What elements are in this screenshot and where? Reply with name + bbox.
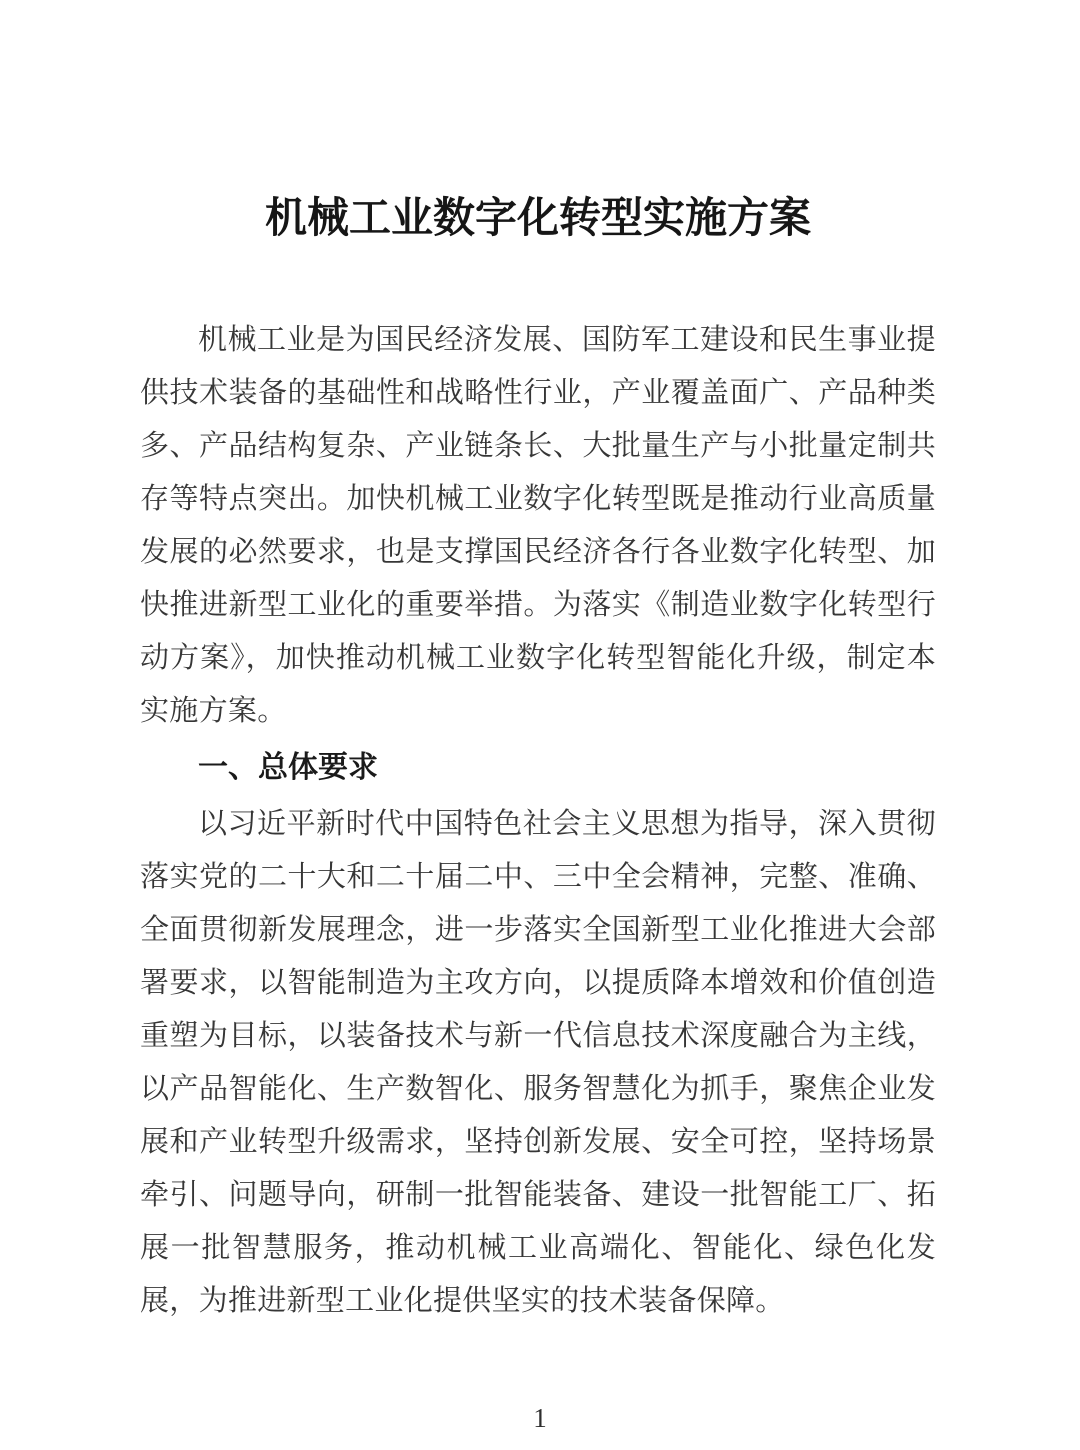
document-title: 机械工业数字化转型实施方案 [264,196,811,242]
section1-paragraph: 以习近平新时代中国特色社会主义思想为指导，深入贯彻落实党的二十大和二十届二中、三中全会精神，完整、准确、全面贯彻新发展理念，进一步落实全国新型工业化推进大会部署要求，以智能制造为主攻方向，以提质降本增效和价值创造重塑为目标，以装备技术与新一代信息技术深度融合为主线，以产品智能化、生产数智化、服务智慧化为抓手，聚焦企业发展和产业转型升级需求，坚持创新发展、安全可控，坚持场景牵引、问题导向，研制一批智能装备、建设一批智能工厂、拓展一批智慧服务，推动机械工业高端化、智能化、绿色化发展，为推进新型工业化提供坚实的技术装备保障。 [140,808,936,1317]
page-number: 1 [533,1403,547,1433]
intro-paragraph: 机械工业是为国民经济发展、国防军工建设和民生事业提供技术装备的基础性和战略性行业，产业覆盖面广、产品种类多、产品结构复杂、产业链条长、大批量生产与小批量定制共存等特点突出。加快机械工业数字化转型既是推动行业高质量发展的必然要求，也是支撑国民经济各行各业数字化转型、加快推进新型工业化的重要举措。为落实《制造业数字化转型行动方案》，加快推动机械工业数字化转型智能化升级，制定本实施方案。 [140,324,936,727]
section-heading-overall-requirements: 一、总体要求 [198,751,378,784]
